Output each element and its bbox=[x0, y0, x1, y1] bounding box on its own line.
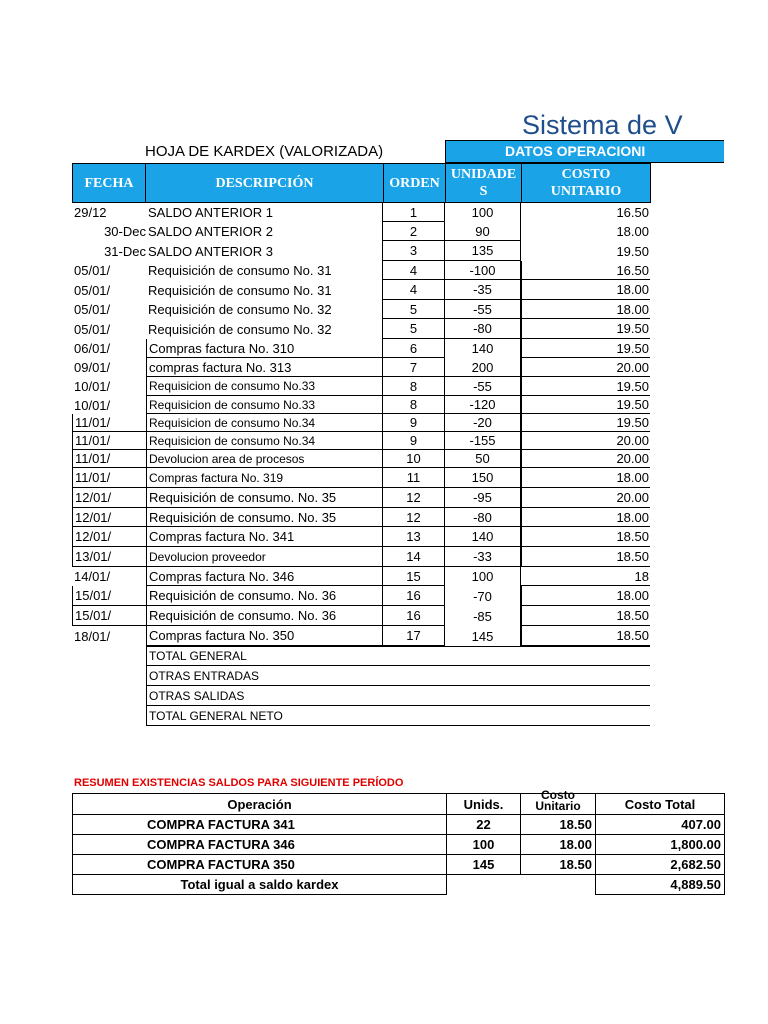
kardex-total-label: OTRAS ENTRADAS bbox=[146, 666, 650, 686]
kardex-total-label: TOTAL GENERAL bbox=[146, 646, 650, 666]
kardex-descripcion: compras factura No. 313 bbox=[146, 358, 383, 377]
kardex-orden: 12 bbox=[383, 488, 445, 508]
resumen-header-costo-unitario bbox=[521, 788, 596, 815]
kardex-unidades: -20 bbox=[445, 414, 521, 432]
resumen-header-costo-line1: Costo bbox=[541, 788, 575, 802]
kardex-orden: 14 bbox=[383, 547, 445, 567]
kardex-total-row bbox=[0, 666, 768, 686]
kardex-row bbox=[0, 261, 768, 280]
kardex-unidades: -55 bbox=[445, 300, 521, 319]
kardex-costo-unitario: 18.00 bbox=[521, 508, 650, 527]
kardex-row bbox=[0, 488, 768, 508]
header-descripcion-label: DESCRIPCIÓN bbox=[215, 175, 314, 191]
header-costo-line1: COSTO bbox=[561, 167, 611, 182]
kardex-costo-unitario: 20.00 bbox=[521, 488, 650, 508]
kardex-descripcion: Compras factura No. 346 bbox=[146, 567, 383, 586]
resumen-unids: 22 bbox=[447, 815, 521, 835]
kardex-row bbox=[0, 241, 768, 261]
header-orden bbox=[383, 163, 446, 203]
header-unidades bbox=[445, 163, 522, 203]
kardex-descripcion: Compras factura No. 310 bbox=[146, 339, 383, 358]
kardex-orden: 15 bbox=[383, 567, 445, 586]
kardex-orden: 6 bbox=[383, 339, 445, 358]
kardex-costo-unitario: 19.50 bbox=[521, 414, 650, 432]
kardex-total-row bbox=[0, 686, 768, 706]
kardex-unidades: -120 bbox=[445, 396, 521, 414]
resumen-total: 2,682.50 bbox=[596, 855, 725, 875]
kardex-row bbox=[0, 319, 768, 339]
kardex-unidades: 135 bbox=[445, 241, 521, 261]
resumen-header-operacion: Operación bbox=[73, 794, 447, 815]
kardex-fecha: 11/01/ bbox=[72, 468, 146, 488]
header-fecha-label: FECHA bbox=[84, 175, 134, 191]
kardex-unidades: -80 bbox=[445, 508, 521, 527]
kardex-costo-unitario: 19.50 bbox=[616, 243, 649, 259]
kardex-row bbox=[0, 626, 768, 646]
resumen-header-costo-total: Costo Total bbox=[596, 794, 725, 815]
kardex-unidades: 200 bbox=[445, 358, 521, 377]
kardex-descripcion: SALDO ANTERIOR 1 bbox=[146, 203, 383, 222]
kardex-descripcion: Requisición de consumo No. 32 bbox=[146, 319, 383, 339]
kardex-costo-unitario: 18.00 bbox=[521, 280, 650, 300]
kardex-descripcion: SALDO ANTERIOR 3 bbox=[146, 241, 383, 261]
kardex-unidades: -155 bbox=[445, 432, 521, 450]
kardex-orden: 13 bbox=[383, 527, 445, 547]
kardex-fecha: 11/01/ bbox=[72, 432, 146, 450]
kardex-orden: 4 bbox=[383, 280, 445, 300]
kardex-unidades: 140 bbox=[445, 527, 521, 547]
kardex-unidades: 140 bbox=[445, 339, 521, 358]
header-unidades-line2: S bbox=[479, 184, 488, 199]
kardex-costo-unitario: 18.00 bbox=[521, 586, 650, 606]
kardex-row bbox=[0, 222, 768, 241]
kardex-descripcion: Requisicion de consumo No.34 bbox=[146, 432, 383, 450]
kardex-row bbox=[0, 339, 768, 358]
resumen-header-row bbox=[73, 794, 725, 815]
kardex-total-label: TOTAL GENERAL NETO bbox=[146, 706, 650, 726]
kardex-descripcion: Requisición de consumo. No. 35 bbox=[146, 488, 383, 508]
kardex-descripcion: Compras factura No. 341 bbox=[146, 527, 383, 547]
kardex-descripcion: Requisición de consumo No. 31 bbox=[146, 261, 383, 280]
kardex-fecha: 14/01/ bbox=[74, 569, 111, 584]
resumen-unids: 100 bbox=[447, 835, 521, 855]
kardex-descripcion: Devolucion proveedor bbox=[146, 547, 383, 567]
kardex-orden: 16 bbox=[383, 606, 445, 626]
kardex-costo-unitario: 20.00 bbox=[521, 450, 650, 468]
kardex-row bbox=[0, 377, 768, 396]
kardex-orden: 11 bbox=[383, 468, 445, 488]
kardex-orden: 9 bbox=[383, 414, 445, 432]
kardex-descripcion: Requisición de consumo No. 31 bbox=[146, 280, 383, 300]
header-costo-line2: UNITARIO bbox=[550, 184, 622, 199]
kardex-orden: 17 bbox=[383, 626, 445, 646]
kardex-costo-unitario: 19.50 bbox=[521, 339, 650, 358]
header-unidades-line1: UNIDADE bbox=[450, 167, 517, 182]
kardex-descripcion: Compras factura No. 319 bbox=[146, 468, 383, 488]
resumen-costo: 18.00 bbox=[521, 835, 596, 855]
resumen-operacion: COMPRA FACTURA 346 bbox=[73, 835, 447, 855]
kardex-unidades: -33 bbox=[445, 547, 521, 567]
kardex-row bbox=[0, 450, 768, 468]
kardex-costo-unitario: 19.50 bbox=[521, 377, 650, 396]
kardex-descripcion: Requisicion de consumo No.33 bbox=[146, 396, 383, 414]
kardex-fecha: 12/01/ bbox=[72, 508, 146, 527]
resumen-row bbox=[73, 835, 725, 855]
kardex-unidades: -55 bbox=[445, 377, 521, 396]
kardex-fecha: 15/01/ bbox=[72, 586, 146, 606]
kardex-orden: 5 bbox=[383, 300, 445, 319]
system-title: Sistema de V bbox=[522, 110, 683, 140]
kardex-costo-unitario: 16.50 bbox=[521, 261, 650, 280]
resumen-operacion: COMPRA FACTURA 341 bbox=[73, 815, 447, 835]
kardex-unidades: 50 bbox=[445, 450, 521, 468]
kardex-fecha: 29/12 bbox=[74, 205, 107, 220]
datos-operacionales-label: DATOS OPERACIONI bbox=[505, 143, 646, 159]
resumen-header-unids: Unids. bbox=[447, 794, 521, 815]
kardex-costo-unitario: 18.50 bbox=[521, 606, 650, 626]
header-fecha bbox=[72, 163, 146, 203]
kardex-unidades: 150 bbox=[445, 468, 521, 488]
kardex-row bbox=[0, 432, 768, 450]
kardex-fecha: 11/01/ bbox=[72, 450, 146, 468]
kardex-costo-unitario: 20.00 bbox=[521, 432, 650, 450]
kardex-orden: 9 bbox=[383, 432, 445, 450]
resumen-table bbox=[72, 788, 725, 895]
kardex-fecha: 30-Dec bbox=[104, 224, 146, 239]
kardex-fecha: 12/01/ bbox=[72, 527, 146, 547]
kardex-descripcion: Requisición de consumo. No. 36 bbox=[146, 586, 383, 606]
kardex-orden: 7 bbox=[383, 358, 445, 377]
kardex-orden: 12 bbox=[383, 508, 445, 527]
kardex-unidades: 90 bbox=[445, 222, 521, 241]
resumen-header-costo-line2: Unitario bbox=[535, 799, 581, 813]
kardex-costo-unitario: 18.50 bbox=[521, 626, 650, 646]
kardex-orden: 1 bbox=[383, 203, 445, 222]
kardex-costo-unitario: 18.00 bbox=[521, 468, 650, 488]
kardex-row bbox=[0, 527, 768, 547]
resumen-total-row bbox=[73, 875, 725, 895]
kardex-costo-unitario: 16.50 bbox=[616, 205, 649, 220]
kardex-costo-unitario: 19.50 bbox=[521, 396, 650, 414]
kardex-fecha: 10/01/ bbox=[74, 397, 111, 413]
kardex-unidades: -70 bbox=[445, 586, 521, 606]
kardex-descripcion: Compras factura No. 350 bbox=[146, 626, 383, 646]
kardex-costo-unitario: 18 bbox=[521, 567, 650, 586]
resumen-row bbox=[73, 855, 725, 875]
resumen-unids: 145 bbox=[447, 855, 521, 875]
kardex-fecha: 05/01/ bbox=[74, 302, 111, 317]
kardex-unidades: 145 bbox=[445, 626, 521, 646]
kardex-orden: 2 bbox=[383, 222, 445, 241]
kardex-total-row bbox=[0, 646, 768, 666]
resumen-costo: 18.50 bbox=[521, 815, 596, 835]
kardex-fecha: 13/01/ bbox=[72, 547, 146, 567]
kardex-row bbox=[0, 396, 768, 414]
kardex-row bbox=[0, 280, 768, 300]
kardex-costo-unitario: 19.50 bbox=[521, 319, 650, 339]
kardex-fecha: 10/01/ bbox=[74, 379, 111, 394]
resumen-total: 407.00 bbox=[596, 815, 725, 835]
resumen-total: 1,800.00 bbox=[596, 835, 725, 855]
kardex-total-row bbox=[0, 706, 768, 726]
header-orden-label: ORDEN bbox=[389, 175, 440, 191]
kardex-row bbox=[0, 358, 768, 377]
kardex-unidades: -100 bbox=[445, 261, 521, 280]
kardex-fecha: 15/01/ bbox=[72, 606, 146, 626]
resumen-costo: 18.50 bbox=[521, 855, 596, 875]
resumen-operacion: COMPRA FACTURA 350 bbox=[73, 855, 447, 875]
kardex-orden: 8 bbox=[383, 377, 445, 396]
kardex-descripcion: Requisicion de consumo No.34 bbox=[146, 414, 383, 432]
kardex-orden: 16 bbox=[383, 586, 445, 606]
kardex-fecha: 11/01/ bbox=[72, 414, 146, 432]
kardex-unidades: -35 bbox=[445, 280, 521, 300]
resumen-title: RESUMEN EXISTENCIAS SALDOS PARA SIGUIENTE PERÍODO bbox=[74, 777, 404, 789]
kardex-orden: 8 bbox=[383, 396, 445, 414]
kardex-costo-unitario: 20.00 bbox=[521, 358, 650, 377]
resumen-row bbox=[73, 815, 725, 835]
kardex-sheet-title: HOJA DE KARDEX (VALORIZADA) bbox=[145, 143, 384, 160]
kardex-fecha: 05/01/ bbox=[74, 321, 111, 337]
kardex-fecha: 18/01/ bbox=[74, 628, 111, 644]
kardex-row bbox=[0, 606, 768, 626]
kardex-row bbox=[0, 547, 768, 567]
resumen-total-blank bbox=[447, 875, 596, 895]
kardex-row bbox=[0, 300, 768, 319]
kardex-total-label: OTRAS SALIDAS bbox=[146, 686, 650, 706]
kardex-row bbox=[0, 203, 768, 222]
header-costo-unitario bbox=[521, 163, 651, 203]
kardex-costo-unitario: 18.50 bbox=[521, 547, 650, 567]
kardex-row bbox=[0, 414, 768, 432]
resumen-total-value: 4,889.50 bbox=[596, 875, 725, 895]
kardex-descripcion: Devolucion area de procesos bbox=[146, 450, 383, 468]
kardex-row bbox=[0, 567, 768, 586]
kardex-costo-unitario: 18.50 bbox=[521, 527, 650, 547]
resumen-total-label: Total igual a saldo kardex bbox=[73, 875, 447, 895]
kardex-descripcion: Requisición de consumo. No. 35 bbox=[146, 508, 383, 527]
kardex-fecha: 12/01/ bbox=[72, 488, 146, 508]
header-descripcion bbox=[145, 163, 384, 203]
kardex-orden: 5 bbox=[383, 319, 445, 339]
kardex-row bbox=[0, 468, 768, 488]
kardex-unidades: 100 bbox=[445, 203, 521, 222]
kardex-orden: 10 bbox=[383, 450, 445, 468]
kardex-descripcion: SALDO ANTERIOR 2 bbox=[146, 222, 383, 241]
kardex-unidades: 100 bbox=[445, 567, 521, 586]
kardex-fecha: 06/01/ bbox=[74, 341, 111, 356]
kardex-descripcion: Requisición de consumo. No. 36 bbox=[146, 606, 383, 626]
kardex-unidades: -80 bbox=[445, 319, 521, 339]
kardex-fecha: 31-Dec bbox=[104, 243, 146, 259]
kardex-orden: 4 bbox=[383, 261, 445, 280]
kardex-row bbox=[0, 586, 768, 606]
kardex-fecha: 05/01/ bbox=[74, 263, 111, 278]
kardex-descripcion: Requisición de consumo No. 32 bbox=[146, 300, 383, 319]
kardex-fecha: 09/01/ bbox=[74, 360, 111, 375]
kardex-unidades: -95 bbox=[445, 488, 521, 508]
kardex-descripcion: Requisicion de consumo No.33 bbox=[146, 377, 383, 396]
kardex-orden: 3 bbox=[383, 241, 445, 261]
kardex-unidades: -85 bbox=[445, 606, 521, 626]
kardex-fecha: 05/01/ bbox=[74, 282, 111, 298]
kardex-costo-unitario: 18.00 bbox=[521, 300, 650, 319]
kardex-row bbox=[0, 508, 768, 527]
kardex-costo-unitario: 18.00 bbox=[616, 224, 649, 239]
